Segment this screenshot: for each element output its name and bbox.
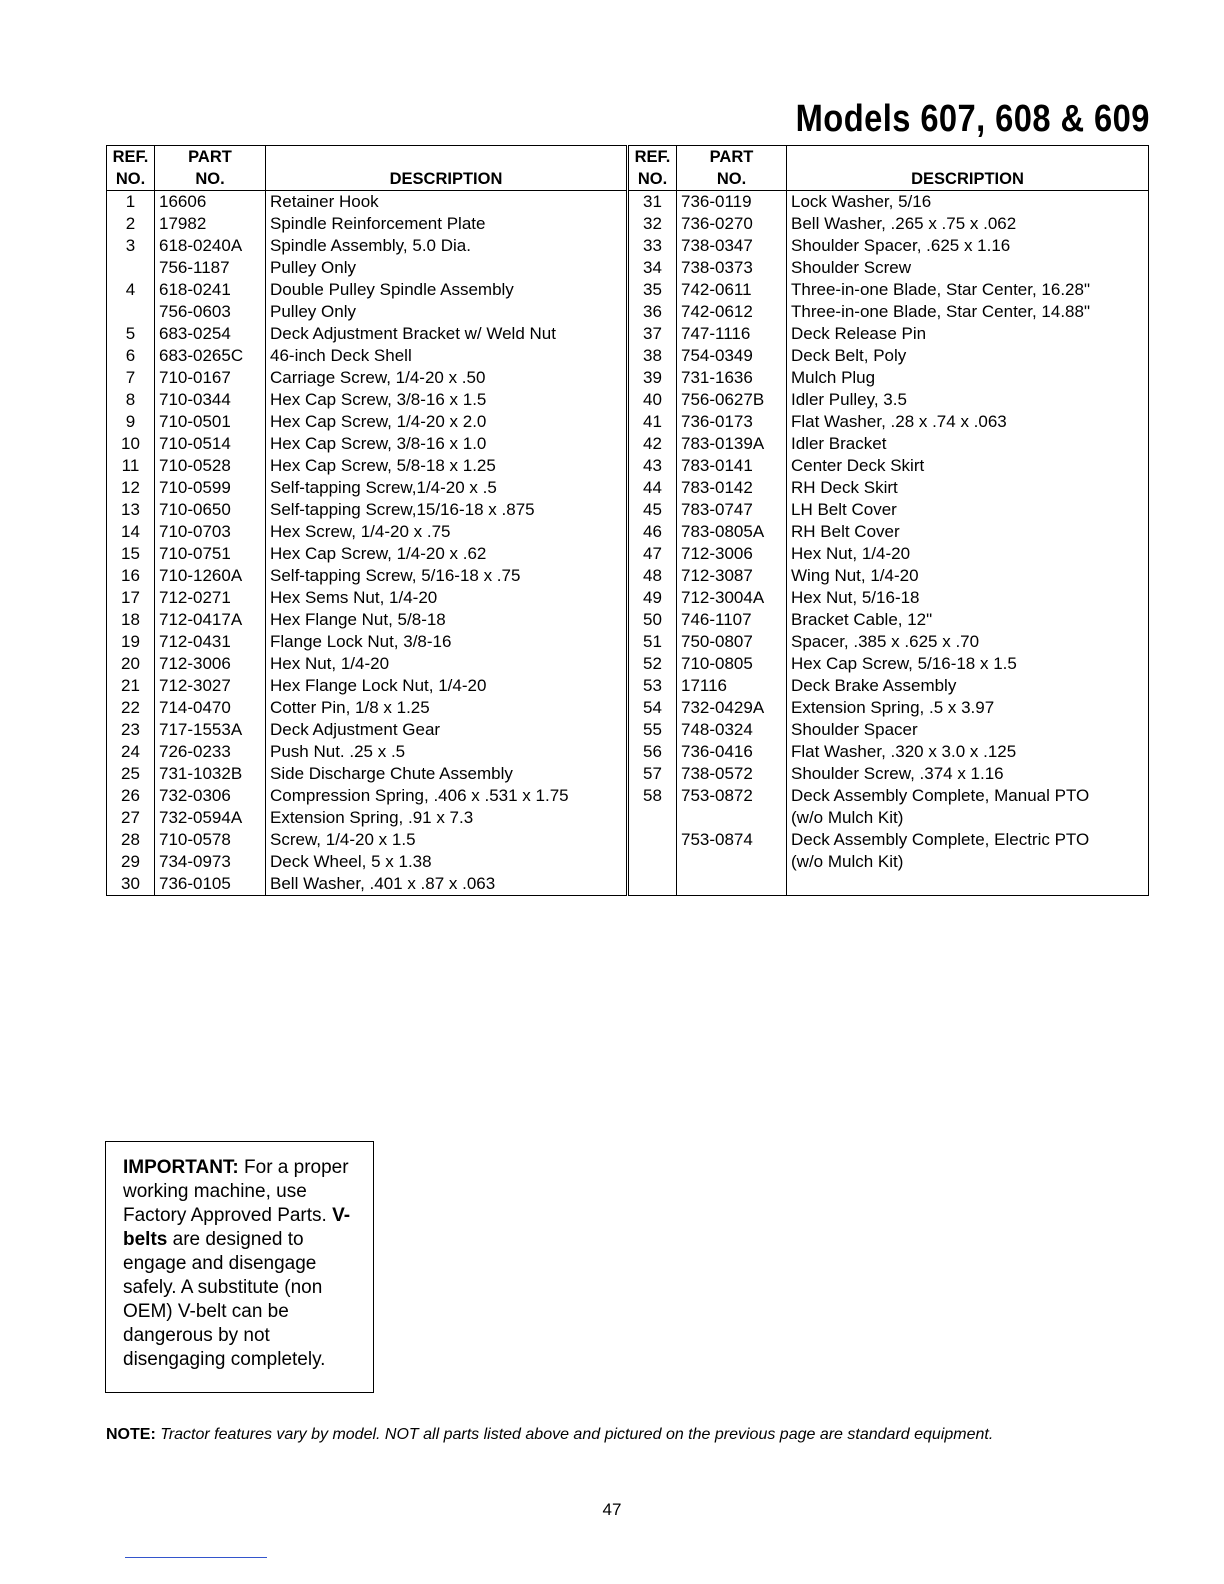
description-cell: Center Deck Skirt [787, 455, 1149, 477]
part-no-cell: 738-0347 [677, 235, 787, 257]
page-number: 47 [602, 1500, 622, 1519]
part-no-cell: 747-1116 [677, 323, 787, 345]
description-cell: Extension Spring, .5 x 3.97 [787, 697, 1149, 719]
ref-no-cell: 28 [107, 829, 155, 851]
description-header: DESCRIPTION [787, 146, 1149, 191]
ref-no-cell: 29 [107, 851, 155, 873]
ref-no-header: REF. NO. [107, 146, 155, 191]
part-no-cell: 710-0599 [155, 477, 266, 499]
part-no-header: PART NO. [155, 146, 266, 191]
part-no-cell: 732-0429A [677, 697, 787, 719]
description-cell: Self-tapping Screw,15/16-18 x .875 [266, 499, 627, 521]
part-no-cell: 712-3027 [155, 675, 266, 697]
ref-no-cell: 1 [107, 191, 155, 214]
ref-no-cell: 46 [629, 521, 677, 543]
ref-no-cell: 17 [107, 587, 155, 609]
description-cell: Hex Nut, 1/4-20 [787, 543, 1149, 565]
ref-no-cell: 54 [629, 697, 677, 719]
part-no-cell [677, 873, 787, 896]
part-no-cell: 17116 [677, 675, 787, 697]
description-cell: Extension Spring, .91 x 7.3 [266, 807, 627, 829]
part-no-cell: 731-1636 [677, 367, 787, 389]
table-row [107, 565, 627, 587]
ref-no-cell: 2 [107, 213, 155, 235]
v-belts-label: V-belts [123, 1205, 351, 1250]
description-cell: Hex Cap Screw, 3/8-16 x 1.0 [266, 433, 627, 455]
table-row [629, 697, 1149, 719]
ref-no-cell: 7 [107, 367, 155, 389]
table-row [629, 873, 1149, 896]
part-no-cell: 732-0306 [155, 785, 266, 807]
ref-no-cell: 11 [107, 455, 155, 477]
ref-no-cell: 21 [107, 675, 155, 697]
ref-no-cell: 47 [629, 543, 677, 565]
table-row [107, 191, 627, 214]
table-row [107, 521, 627, 543]
part-no-cell: 783-0142 [677, 477, 787, 499]
important-label: IMPORTANT: [123, 1157, 239, 1178]
description-cell: (w/o Mulch Kit) [787, 807, 1149, 829]
ref-no-cell [629, 851, 677, 873]
note-text: Tractor features vary by model. NOT all parts listed above and pictured on the previous page are standard equipment. [160, 1426, 994, 1443]
description-cell: Hex Cap Screw, 3/8-16 x 1.5 [266, 389, 627, 411]
part-no-cell: 712-0431 [155, 631, 266, 653]
description-cell: Shoulder Screw, .374 x 1.16 [787, 763, 1149, 785]
note-label: NOTE: [106, 1426, 156, 1443]
description-cell: Bell Washer, .401 x .87 x .063 [266, 873, 627, 896]
description-cell: Hex Cap Screw, 5/16-18 x 1.5 [787, 653, 1149, 675]
description-cell: Pulley Only [266, 257, 627, 279]
table-row [107, 829, 627, 851]
table-row [629, 367, 1149, 389]
ref-no-cell: 10 [107, 433, 155, 455]
description-cell: Hex Cap Screw, 1/4-20 x 2.0 [266, 411, 627, 433]
description-cell: Shoulder Spacer, .625 x 1.16 [787, 235, 1149, 257]
part-no-cell: 710-0344 [155, 389, 266, 411]
description-cell: Lock Washer, 5/16 [787, 191, 1149, 214]
part-no-cell: 753-0874 [677, 829, 787, 851]
table-row [629, 323, 1149, 345]
description-cell: Push Nut. .25 x .5 [266, 741, 627, 763]
ref-no-cell: 49 [629, 587, 677, 609]
table-row [629, 653, 1149, 675]
page-title: Models 607, 608 & 609 [795, 98, 1150, 140]
ref-no-cell [107, 301, 155, 323]
ref-no-cell: 44 [629, 477, 677, 499]
ref-no-cell: 34 [629, 257, 677, 279]
description-cell: Deck Adjustment Bracket w/ Weld Nut [266, 323, 627, 345]
description-cell: RH Belt Cover [787, 521, 1149, 543]
table-row [629, 543, 1149, 565]
part-no-cell: 754-0349 [677, 345, 787, 367]
part-no-header: PART NO. [677, 146, 787, 191]
description-cell: 46-inch Deck Shell [266, 345, 627, 367]
ref-no-cell: 12 [107, 477, 155, 499]
table-row [629, 675, 1149, 697]
ref-no-cell: 22 [107, 697, 155, 719]
ref-no-cell: 52 [629, 653, 677, 675]
description-cell: (w/o Mulch Kit) [787, 851, 1149, 873]
ref-no-cell [629, 873, 677, 896]
description-cell: Bell Washer, .265 x .75 x .062 [787, 213, 1149, 235]
table-row [629, 279, 1149, 301]
table-row [629, 257, 1149, 279]
description-cell: Hex Nut, 1/4-20 [266, 653, 627, 675]
ref-no-cell: 13 [107, 499, 155, 521]
description-cell: Deck Assembly Complete, Manual PTO [787, 785, 1149, 807]
table-row [629, 389, 1149, 411]
part-no-cell: 16606 [155, 191, 266, 214]
table-header-row [107, 146, 627, 191]
part-no-cell: 783-0805A [677, 521, 787, 543]
ref-no-cell: 5 [107, 323, 155, 345]
parts-table-right-body [629, 191, 1149, 896]
ref-no-cell: 50 [629, 609, 677, 631]
table-row [107, 741, 627, 763]
part-no-cell: 753-0872 [677, 785, 787, 807]
ref-no-cell: 25 [107, 763, 155, 785]
table-row [107, 587, 627, 609]
description-cell: Hex Nut, 5/16-18 [787, 587, 1149, 609]
part-no-cell: 710-0703 [155, 521, 266, 543]
table-row [629, 807, 1149, 829]
ref-no-cell: 26 [107, 785, 155, 807]
description-cell: Flange Lock Nut, 3/8-16 [266, 631, 627, 653]
description-cell: Shoulder Spacer [787, 719, 1149, 741]
parts-table-right [628, 145, 1149, 896]
ref-no-cell: 4 [107, 279, 155, 301]
part-no-cell: 746-1107 [677, 609, 787, 631]
part-no-cell: 756-0603 [155, 301, 266, 323]
part-no-cell: 736-0416 [677, 741, 787, 763]
ref-no-cell: 53 [629, 675, 677, 697]
part-no-cell: 710-0578 [155, 829, 266, 851]
part-no-cell: 712-3006 [677, 543, 787, 565]
description-cell: Cotter Pin, 1/8 x 1.25 [266, 697, 627, 719]
ref-no-cell: 36 [629, 301, 677, 323]
description-cell: Deck Wheel, 5 x 1.38 [266, 851, 627, 873]
note [106, 1426, 993, 1444]
ref-no-cell: 37 [629, 323, 677, 345]
description-cell: Self-tapping Screw, 5/16-18 x .75 [266, 565, 627, 587]
table-row [107, 411, 627, 433]
ref-no-cell: 31 [629, 191, 677, 214]
table-header-row [629, 146, 1149, 191]
ref-no-cell: 35 [629, 279, 677, 301]
description-cell: Double Pulley Spindle Assembly [266, 279, 627, 301]
part-no-cell: 756-1187 [155, 257, 266, 279]
ref-no-cell: 3 [107, 235, 155, 257]
part-no-cell: 736-0173 [677, 411, 787, 433]
table-row [629, 433, 1149, 455]
part-no-cell [677, 851, 787, 873]
description-cell: Deck Brake Assembly [787, 675, 1149, 697]
table-row [107, 323, 627, 345]
part-no-cell: 742-0612 [677, 301, 787, 323]
table-row [629, 609, 1149, 631]
ref-no-cell [107, 257, 155, 279]
ref-no-cell: 55 [629, 719, 677, 741]
description-cell: RH Deck Skirt [787, 477, 1149, 499]
table-row [107, 653, 627, 675]
table-row [107, 675, 627, 697]
table-row [107, 301, 627, 323]
important-text-2: are designed to engage and disengage safely. A substitute (non OEM) V-belt can be dangerous by not disengaging completely. [123, 1229, 326, 1370]
description-cell: Hex Sems Nut, 1/4-20 [266, 587, 627, 609]
description-cell: Spindle Reinforcement Plate [266, 213, 627, 235]
table-row [107, 345, 627, 367]
description-cell: Idler Bracket [787, 433, 1149, 455]
ref-no-cell: 38 [629, 345, 677, 367]
ref-no-cell: 56 [629, 741, 677, 763]
table-row [107, 543, 627, 565]
table-row [107, 477, 627, 499]
table-row [629, 741, 1149, 763]
description-cell: Three-in-one Blade, Star Center, 14.88" [787, 301, 1149, 323]
ref-no-cell: 43 [629, 455, 677, 477]
description-cell: Spacer, .385 x .625 x .70 [787, 631, 1149, 653]
description-cell: Deck Release Pin [787, 323, 1149, 345]
table-row [107, 631, 627, 653]
part-no-cell: 756-0627B [677, 389, 787, 411]
table-row [107, 499, 627, 521]
description-cell: Hex Flange Lock Nut, 1/4-20 [266, 675, 627, 697]
parts-table-left-body [107, 191, 627, 896]
table-row [107, 433, 627, 455]
table-row [107, 697, 627, 719]
table-row [107, 807, 627, 829]
ref-no-cell: 27 [107, 807, 155, 829]
ref-no-cell: 33 [629, 235, 677, 257]
link-underline [125, 1557, 267, 1558]
part-no-cell: 683-0265C [155, 345, 266, 367]
description-cell: LH Belt Cover [787, 499, 1149, 521]
ref-no-cell: 40 [629, 389, 677, 411]
table-row [629, 587, 1149, 609]
part-no-cell: 618-0240A [155, 235, 266, 257]
table-row [107, 213, 627, 235]
part-no-cell: 738-0572 [677, 763, 787, 785]
part-no-cell: 783-0141 [677, 455, 787, 477]
description-cell: Flat Washer, .28 x .74 x .063 [787, 411, 1149, 433]
part-no-cell: 712-0417A [155, 609, 266, 631]
part-no-cell: 736-0105 [155, 873, 266, 896]
description-cell: Shoulder Screw [787, 257, 1149, 279]
part-no-cell: 783-0747 [677, 499, 787, 521]
ref-no-cell: 45 [629, 499, 677, 521]
table-row [107, 785, 627, 807]
ref-no-cell: 39 [629, 367, 677, 389]
table-row [107, 609, 627, 631]
ref-no-cell: 51 [629, 631, 677, 653]
part-no-cell: 712-3006 [155, 653, 266, 675]
part-no-cell [677, 807, 787, 829]
table-row [629, 521, 1149, 543]
part-no-cell: 710-0514 [155, 433, 266, 455]
description-cell: Hex Cap Screw, 1/4-20 x .62 [266, 543, 627, 565]
table-row [629, 785, 1149, 807]
table-row [107, 257, 627, 279]
part-no-cell: 710-0650 [155, 499, 266, 521]
ref-no-cell [629, 829, 677, 851]
ref-no-header: REF. NO. [629, 146, 677, 191]
ref-no-cell: 6 [107, 345, 155, 367]
table-row [107, 367, 627, 389]
description-cell: Carriage Screw, 1/4-20 x .50 [266, 367, 627, 389]
part-no-cell: 712-3004A [677, 587, 787, 609]
ref-no-cell: 32 [629, 213, 677, 235]
part-no-cell: 710-0751 [155, 543, 266, 565]
part-no-cell: 748-0324 [677, 719, 787, 741]
part-no-cell: 710-1260A [155, 565, 266, 587]
table-row [107, 235, 627, 257]
table-row [629, 191, 1149, 214]
ref-no-cell: 23 [107, 719, 155, 741]
ref-no-cell: 57 [629, 763, 677, 785]
parts-table-left [106, 145, 627, 896]
table-row [629, 499, 1149, 521]
table-row [629, 411, 1149, 433]
part-no-cell: 683-0254 [155, 323, 266, 345]
table-row [629, 345, 1149, 367]
description-cell: Deck Adjustment Gear [266, 719, 627, 741]
description-cell: Idler Pulley, 3.5 [787, 389, 1149, 411]
part-no-cell: 731-1032B [155, 763, 266, 785]
part-no-cell: 618-0241 [155, 279, 266, 301]
table-row [107, 455, 627, 477]
description-cell: Three-in-one Blade, Star Center, 16.28" [787, 279, 1149, 301]
ref-no-cell: 19 [107, 631, 155, 653]
part-no-cell: 726-0233 [155, 741, 266, 763]
ref-no-cell: 16 [107, 565, 155, 587]
table-row [629, 719, 1149, 741]
description-cell: Compression Spring, .406 x .531 x 1.75 [266, 785, 627, 807]
part-no-cell: 710-0167 [155, 367, 266, 389]
table-row [629, 763, 1149, 785]
table-row [629, 565, 1149, 587]
table-row [629, 301, 1149, 323]
part-no-cell: 712-0271 [155, 587, 266, 609]
table-row [629, 829, 1149, 851]
table-row [629, 235, 1149, 257]
part-no-cell: 783-0139A [677, 433, 787, 455]
description-cell: Hex Cap Screw, 5/8-18 x 1.25 [266, 455, 627, 477]
table-row [629, 631, 1149, 653]
ref-no-cell: 18 [107, 609, 155, 631]
description-cell: Deck Belt, Poly [787, 345, 1149, 367]
ref-no-cell: 58 [629, 785, 677, 807]
description-cell: Self-tapping Screw,1/4-20 x .5 [266, 477, 627, 499]
part-no-cell: 736-0119 [677, 191, 787, 214]
description-header: DESCRIPTION [266, 146, 627, 191]
table-row [629, 213, 1149, 235]
ref-no-cell: 14 [107, 521, 155, 543]
description-cell: Deck Assembly Complete, Electric PTO [787, 829, 1149, 851]
part-no-cell: 738-0373 [677, 257, 787, 279]
table-row [107, 763, 627, 785]
ref-no-cell: 20 [107, 653, 155, 675]
ref-no-cell: 9 [107, 411, 155, 433]
part-no-cell: 17982 [155, 213, 266, 235]
ref-no-cell: 24 [107, 741, 155, 763]
ref-no-cell: 15 [107, 543, 155, 565]
ref-no-cell: 42 [629, 433, 677, 455]
part-no-cell: 717-1553A [155, 719, 266, 741]
ref-no-cell [629, 807, 677, 829]
description-cell: Flat Washer, .320 x 3.0 x .125 [787, 741, 1149, 763]
part-no-cell: 736-0270 [677, 213, 787, 235]
important-notice-box [105, 1141, 374, 1393]
table-row [107, 851, 627, 873]
important-text-1: For a proper working machine, use Factory Approved Parts. [123, 1157, 349, 1226]
table-row [107, 719, 627, 741]
part-no-cell: 750-0807 [677, 631, 787, 653]
description-cell: Wing Nut, 1/4-20 [787, 565, 1149, 587]
table-row [629, 851, 1149, 873]
part-no-cell: 710-0805 [677, 653, 787, 675]
part-no-cell: 710-0528 [155, 455, 266, 477]
table-row [107, 873, 627, 896]
part-no-cell: 710-0501 [155, 411, 266, 433]
table-row [629, 477, 1149, 499]
part-no-cell: 712-3087 [677, 565, 787, 587]
part-no-cell: 714-0470 [155, 697, 266, 719]
ref-no-cell: 41 [629, 411, 677, 433]
part-no-cell: 732-0594A [155, 807, 266, 829]
description-cell: Mulch Plug [787, 367, 1149, 389]
ref-no-cell: 8 [107, 389, 155, 411]
description-cell: Side Discharge Chute Assembly [266, 763, 627, 785]
description-cell: Screw, 1/4-20 x 1.5 [266, 829, 627, 851]
table-row [629, 455, 1149, 477]
table-row [107, 279, 627, 301]
description-cell: Spindle Assembly, 5.0 Dia. [266, 235, 627, 257]
part-no-cell: 734-0973 [155, 851, 266, 873]
ref-no-cell: 30 [107, 873, 155, 896]
description-cell: Hex Flange Nut, 5/8-18 [266, 609, 627, 631]
table-row [107, 389, 627, 411]
description-cell: Pulley Only [266, 301, 627, 323]
description-cell: Hex Screw, 1/4-20 x .75 [266, 521, 627, 543]
ref-no-cell: 48 [629, 565, 677, 587]
description-cell [787, 873, 1149, 896]
part-no-cell: 742-0611 [677, 279, 787, 301]
description-cell: Retainer Hook [266, 191, 627, 214]
description-cell: Bracket Cable, 12" [787, 609, 1149, 631]
